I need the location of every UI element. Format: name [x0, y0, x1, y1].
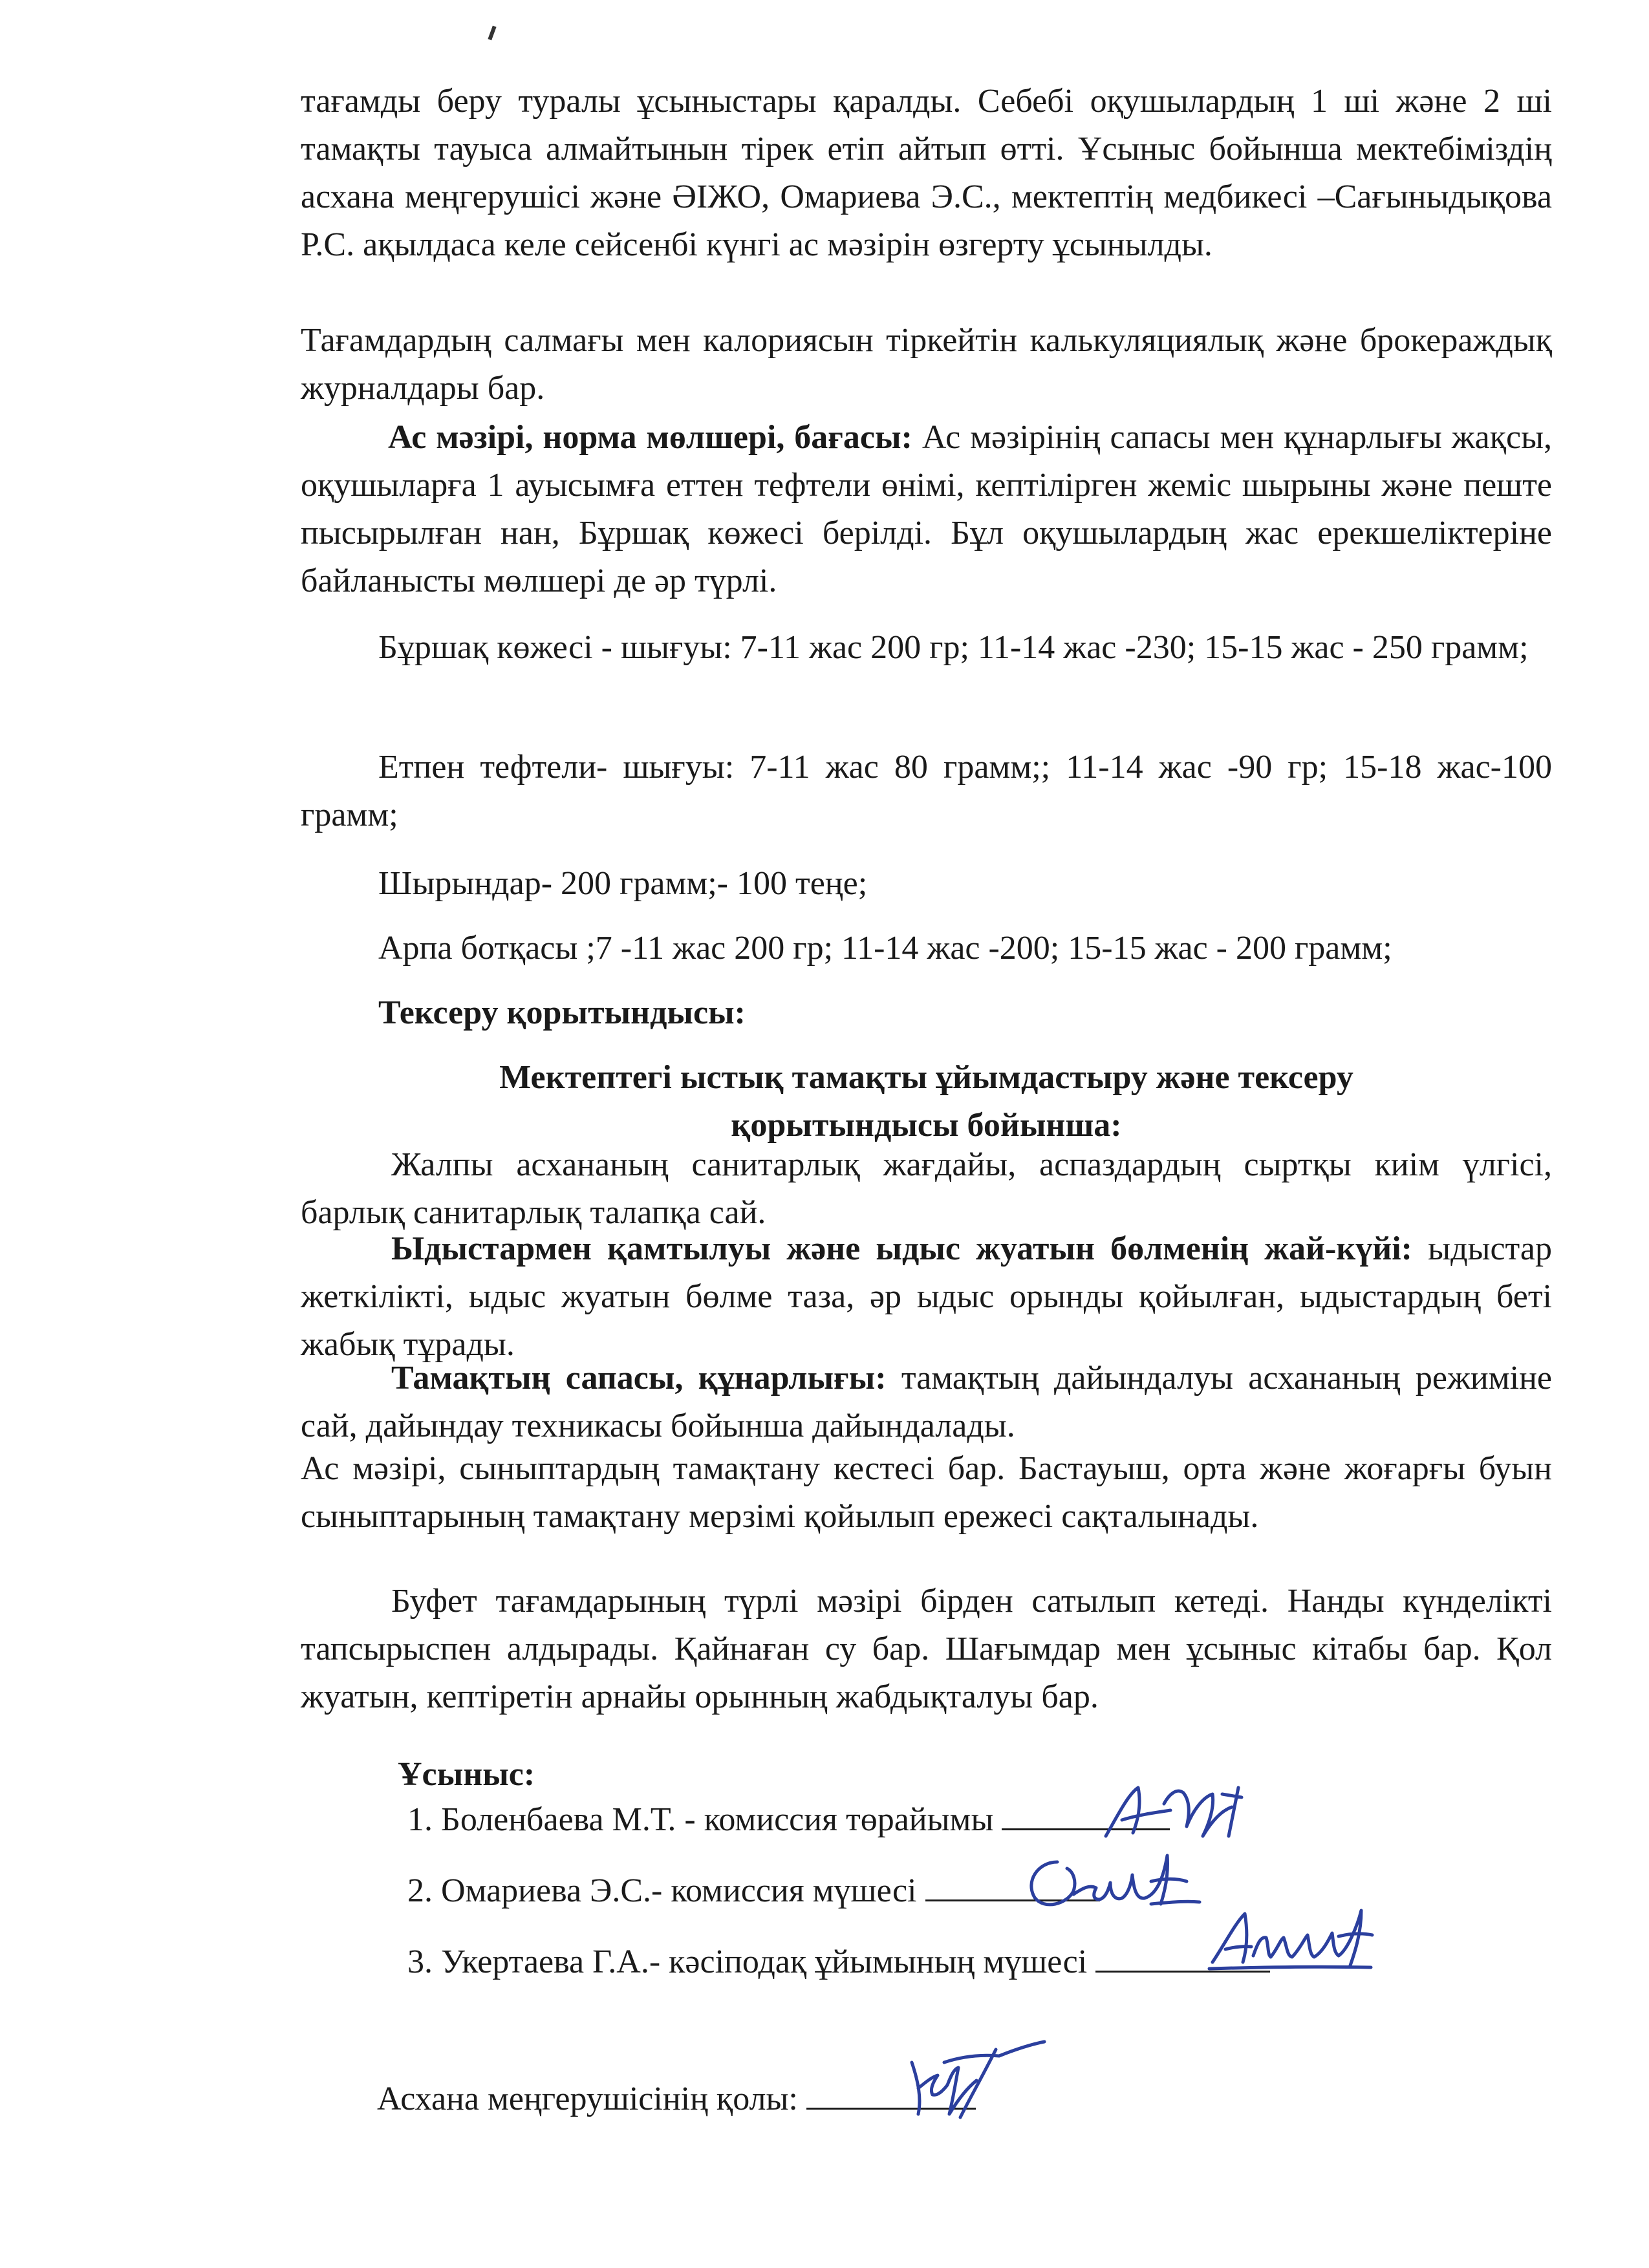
paragraph-buffet: Буфет тағамдарының түрлі мәзірі бірден сатылып кетеді. Нанды күнделікті тапсырыспен алдырады. Қайнаған су бар. Шағымдар мен ұсыныс кітабы бар. Қол жуатын, кептіретін арнайы орынның жабдықталуы бар.: [301, 1583, 1552, 1715]
proposal-heading: Ұсыныс:: [398, 1756, 535, 1793]
signature-2: [1012, 1843, 1206, 1920]
menu-text: Ас мәзірінің сапасы мен құнарлығы жақсы, оқушыларға 1 ауысымға еттен тефтели өнімі, кептілірген жеміс шырыны және пеште пысырылған нан, Бұршақ көжесі берілді. Бұл оқушылардың жас ерекшеліктеріне байланысты мөлшері де әр түрлі.: [301, 419, 1553, 599]
pen-mark: [488, 26, 496, 41]
dishes-text: ыдыстар жеткілікті, ыдыс жуатын бөлме таза, әр ыдыс орынды қойылған, ыдыстардың беті жабық тұрады.: [301, 1230, 1552, 1363]
menu-item-juice: Шырындар- 200 грамм;- 100 теңе;: [378, 865, 868, 902]
menu-item-meatballs: Етпен тефтели- шығуы: 7-11 жас 80 грамм;; 11-14 жас -90 гр; 15-18 жас-100 грамм;: [301, 749, 1552, 833]
signature-3: [1196, 1898, 1377, 1982]
signature-1: [1093, 1775, 1274, 1852]
signer-row-2: [407, 1867, 1100, 1915]
dishes-heading: Ыдыстармен қамтылуы және ыдыс жуатын бөлменің жай-күйі:: [391, 1230, 1412, 1267]
menu-heading: Ас мәзірі, норма мөлшері, бағасы:: [388, 419, 912, 456]
paragraph-dishes: [301, 1225, 1552, 1369]
results-heading-line-1: Мектептегі ыстық тамақты ұйымдастыру және тексеру: [499, 1059, 1353, 1096]
paragraph-intro: тағамды беру туралы ұсыныстары қаралды. Себебі оқушылардың 1 ші және 2 ші тамақты тауыса алмайтынын тірек етіп айтып өтті. Ұсыныс бойынша мектебіміздің асхана меңгерушісі және ӘІЖО, Омариева Э.С., мектептің медбикесі –Сағыныдықова Р.С. ақылдаса келе сейсенбі күнгі ас мәзірін өзгерту ұсынылды.: [301, 83, 1552, 263]
results-heading-line-2: қорытындысы бойынша:: [731, 1107, 1122, 1144]
signer-row-3: [407, 1938, 1270, 1986]
signer-2-label: 2. Омариева Э.С.- комиссия мүшесі: [407, 1872, 917, 1909]
paragraph-schedule: Ас мәзірі, сыныптардың тамақтану кестесі бар. Бастауыш, орта және жоғарғы буын сыныптарының тамақтану мерзімі қойылып ережесі сақталынады.: [301, 1450, 1552, 1535]
menu-item-porridge: Арпа ботқасы ;7 -11 жас 200 гр; 11-14 жас -200; 15-15 жас - 200 грамм;: [378, 930, 1392, 967]
quality-text: тамақтың дайындалуы асхананың режиміне сай, дайындау техникасы бойынша дайындалады.: [301, 1360, 1552, 1444]
paragraph-menu: [301, 414, 1552, 605]
results-heading: [301, 1054, 1552, 1150]
paragraph-sanitary: Жалпы асхананың санитарлық жағдайы, аспаздардың сыртқы киім үлгісі, барлық санитарлық талапқа сай.: [301, 1146, 1552, 1231]
canteen-signature: [886, 2037, 1054, 2127]
paragraph-quality: [301, 1354, 1552, 1450]
signer-3-label: 3. Укертаева Г.А.- кәсіподақ ұйымының мүшесі: [407, 1943, 1088, 1980]
paragraph-journals: Тағамдардың салмағы мен калориясын тіркейтін калькуляциялық және брокераждық журналдары бар.: [301, 322, 1552, 407]
menu-item-soup: Бұршақ көжесі - шығуы: 7-11 жас 200 гр; 11-14 жас -230; 15-15 жас - 250 грамм;: [378, 629, 1529, 666]
quality-heading: Тамақтың сапасы, құнарлығы:: [391, 1360, 887, 1396]
signer-1-label: 1. Боленбаева М.Т. - комиссия төрайымы: [407, 1801, 994, 1838]
check-heading: Тексеру қорытындысы:: [378, 994, 746, 1031]
signer-row-1: [407, 1796, 1170, 1844]
canteen-sign-label: Асхана меңгерушісінің қолы:: [377, 2081, 798, 2117]
